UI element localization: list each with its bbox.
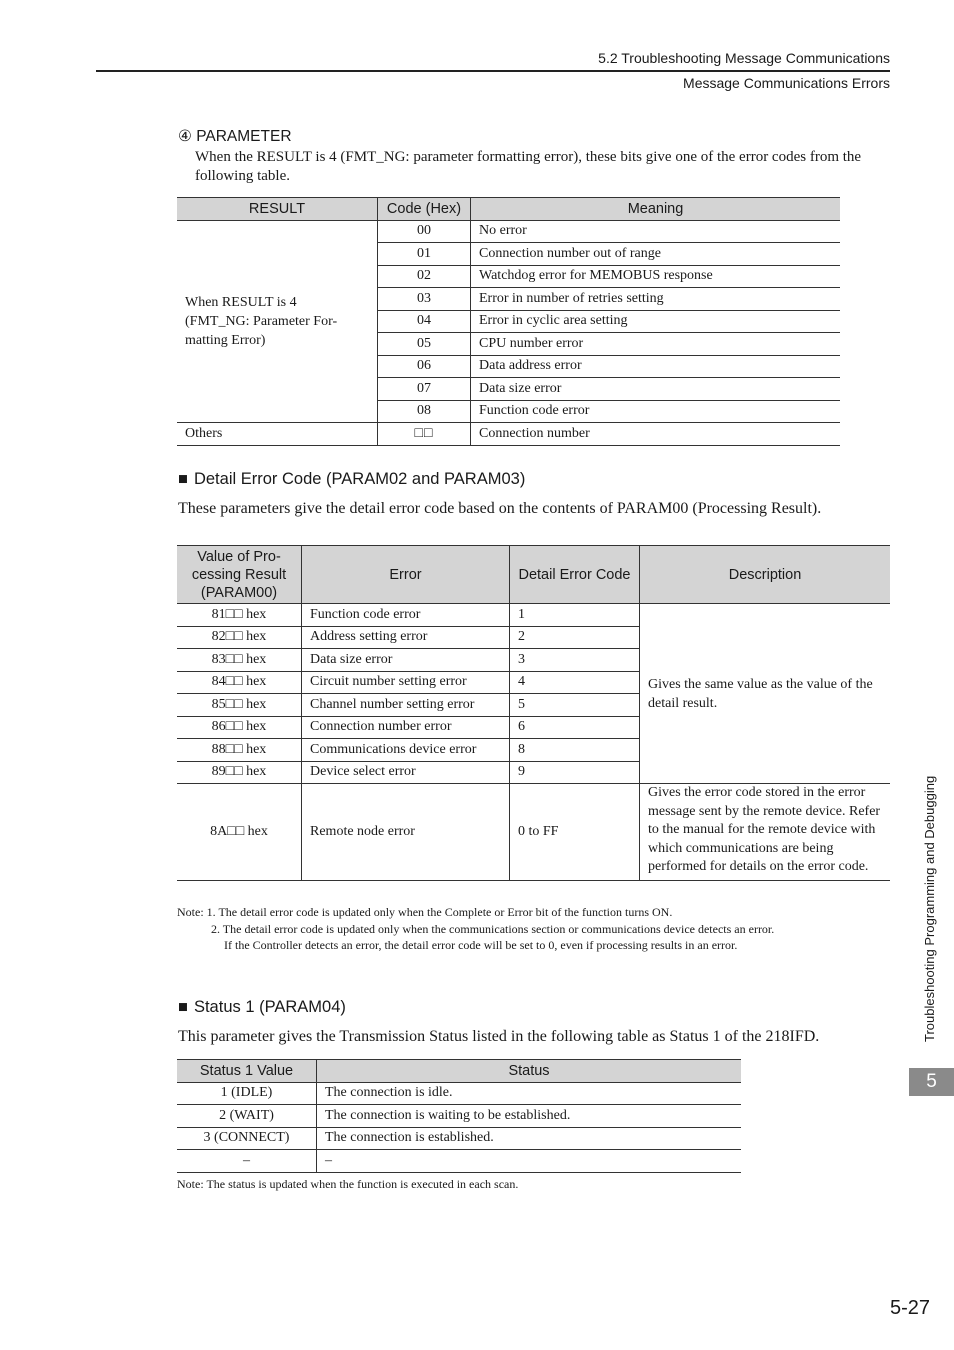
code-cell: 00 [378, 220, 471, 243]
status-cell: The connection is established. [317, 1127, 742, 1150]
code-cell: 08 [378, 400, 471, 423]
status-cell: The connection is idle. [317, 1082, 742, 1105]
chapter-tab: 5 [909, 1068, 954, 1096]
detail-code-cell: 9 [510, 761, 640, 784]
detail-code-cell: 1 [510, 604, 640, 627]
table-body [177, 1082, 741, 1172]
detail-heading: ■ Detail Error Code (PARAM02 and PARAM03) [178, 470, 525, 489]
code-cell: 05 [378, 333, 471, 356]
table-row [177, 423, 840, 446]
table-row [177, 220, 840, 243]
result-cell: Others [177, 423, 378, 446]
detail-code-cell: 4 [510, 671, 640, 694]
header-section-title: 5.2 Troubleshooting Message Communications [598, 50, 890, 66]
status-value-cell: 3 (CONNECT) [177, 1127, 317, 1150]
table-header: Detail Error Code [510, 546, 640, 604]
error-cell: Channel number setting error [302, 694, 510, 717]
table-header: RESULT [177, 198, 378, 221]
table-body [177, 604, 890, 881]
detail-error-table [177, 545, 890, 881]
table-header: Status 1 Value [177, 1060, 317, 1083]
meaning-cell: CPU number error [471, 333, 841, 356]
result-value-cell: 81□□ hex [177, 604, 302, 627]
error-cell: Circuit number setting error [302, 671, 510, 694]
description-cell: Gives the same value as the value of the detail result. [640, 604, 891, 784]
result-value-cell: 82□□ hex [177, 626, 302, 649]
meaning-cell: Watchdog error for MEMOBUS response [471, 265, 841, 288]
meaning-cell: Data address error [471, 355, 841, 378]
status-cell: – [317, 1150, 742, 1173]
meaning-cell: Connection number out of range [471, 243, 841, 266]
error-cell: Function code error [302, 604, 510, 627]
meaning-cell: Function code error [471, 400, 841, 423]
header-subsection-title: Message Communications Errors [683, 75, 890, 91]
detail-code-cell: 5 [510, 694, 640, 717]
result-value-cell: 85□□ hex [177, 694, 302, 717]
detail-code-cell: 6 [510, 716, 640, 739]
table-row [177, 1127, 741, 1150]
side-chapter-title: Troubleshooting Programming and Debugging [922, 775, 937, 1042]
code-cell: 04 [378, 310, 471, 333]
result-value-cell: 88□□ hex [177, 739, 302, 762]
header-rule [96, 70, 890, 72]
status-cell: The connection is waiting to be established. [317, 1105, 742, 1128]
error-cell: Remote node error [302, 784, 510, 881]
meaning-cell: Connection number [471, 423, 841, 446]
detail-code-cell: 2 [510, 626, 640, 649]
code-cell: 03 [378, 288, 471, 311]
status-value-cell: 1 (IDLE) [177, 1082, 317, 1105]
status-heading: ■ Status 1 (PARAM04) [178, 998, 346, 1017]
note-line: 2. The detail error code is updated only when the communications section or communications device detects an error. [211, 921, 775, 936]
detail-code-cell: 8 [510, 739, 640, 762]
status-table [177, 1059, 741, 1173]
table-row [177, 1105, 741, 1128]
table-row [177, 604, 890, 627]
table-header: Description [640, 546, 891, 604]
code-cell: 07 [378, 378, 471, 401]
table-header: Code (Hex) [378, 198, 471, 221]
table-row [177, 1082, 741, 1105]
detail-notes [177, 904, 837, 954]
error-cell: Connection number error [302, 716, 510, 739]
table-row [177, 1150, 741, 1173]
table-header: Status [317, 1060, 742, 1083]
detail-code-cell: 0 to FF [510, 784, 640, 881]
code-cell: 01 [378, 243, 471, 266]
parameter-text: When the RESULT is 4 (FMT_NG: parameter formatting error), these bits give one of the error codes from the following table. [195, 149, 862, 184]
error-cell: Communications device error [302, 739, 510, 762]
error-cell: Address setting error [302, 626, 510, 649]
meaning-cell: Data size error [471, 378, 841, 401]
code-cell: □□ [378, 423, 471, 446]
result-value-cell: 86□□ hex [177, 716, 302, 739]
meaning-cell: Error in number of retries setting [471, 288, 841, 311]
code-cell: 06 [378, 355, 471, 378]
error-cell: Device select error [302, 761, 510, 784]
meaning-cell: Error in cyclic area setting [471, 310, 841, 333]
page-number: 5-27 [889, 1297, 930, 1319]
parameter-error-table [177, 197, 840, 446]
result-value-cell: 89□□ hex [177, 761, 302, 784]
note-line: Note: 1. The detail error code is updated only when the Complete or Error bit of the function turns ON. [177, 905, 673, 919]
status-note: Note: The status is updated when the function is executed in each scan. [177, 1177, 519, 1191]
status-text: This parameter gives the Transmission Status listed in the following table as Status 1 of the 218IFD. [178, 1028, 820, 1045]
detail-code-cell: 3 [510, 649, 640, 672]
error-cell: Data size error [302, 649, 510, 672]
note-line: If the Controller detects an error, the detail error code will be set to 0, even if processing results in an error. [224, 938, 738, 952]
code-cell: 02 [378, 265, 471, 288]
parameter-heading: ④ PARAMETER [178, 128, 292, 145]
table-row [177, 784, 890, 881]
table-header: Error [302, 546, 510, 604]
table-body [177, 220, 840, 445]
result-value-cell: 8A□□ hex [177, 784, 302, 881]
status-value-cell: – [177, 1150, 317, 1173]
result-value-cell: 84□□ hex [177, 671, 302, 694]
description-cell: Gives the error code stored in the error message sent by the remote device. Refer to the manual for the remote device with which communications are being performed for details on the error code. [640, 784, 891, 881]
meaning-cell: No error [471, 220, 841, 243]
detail-text: These parameters give the detail error code based on the contents of PARAM00 (Processing Result). [178, 500, 822, 517]
table-header: Meaning [471, 198, 841, 221]
result-group-cell: When RESULT is 4 (FMT_NG: Parameter For-matting Error) [177, 220, 378, 423]
table-header: Value of Pro-cessing Result (PARAM00) [177, 546, 302, 604]
result-value-cell: 83□□ hex [177, 649, 302, 672]
status-value-cell: 2 (WAIT) [177, 1105, 317, 1128]
